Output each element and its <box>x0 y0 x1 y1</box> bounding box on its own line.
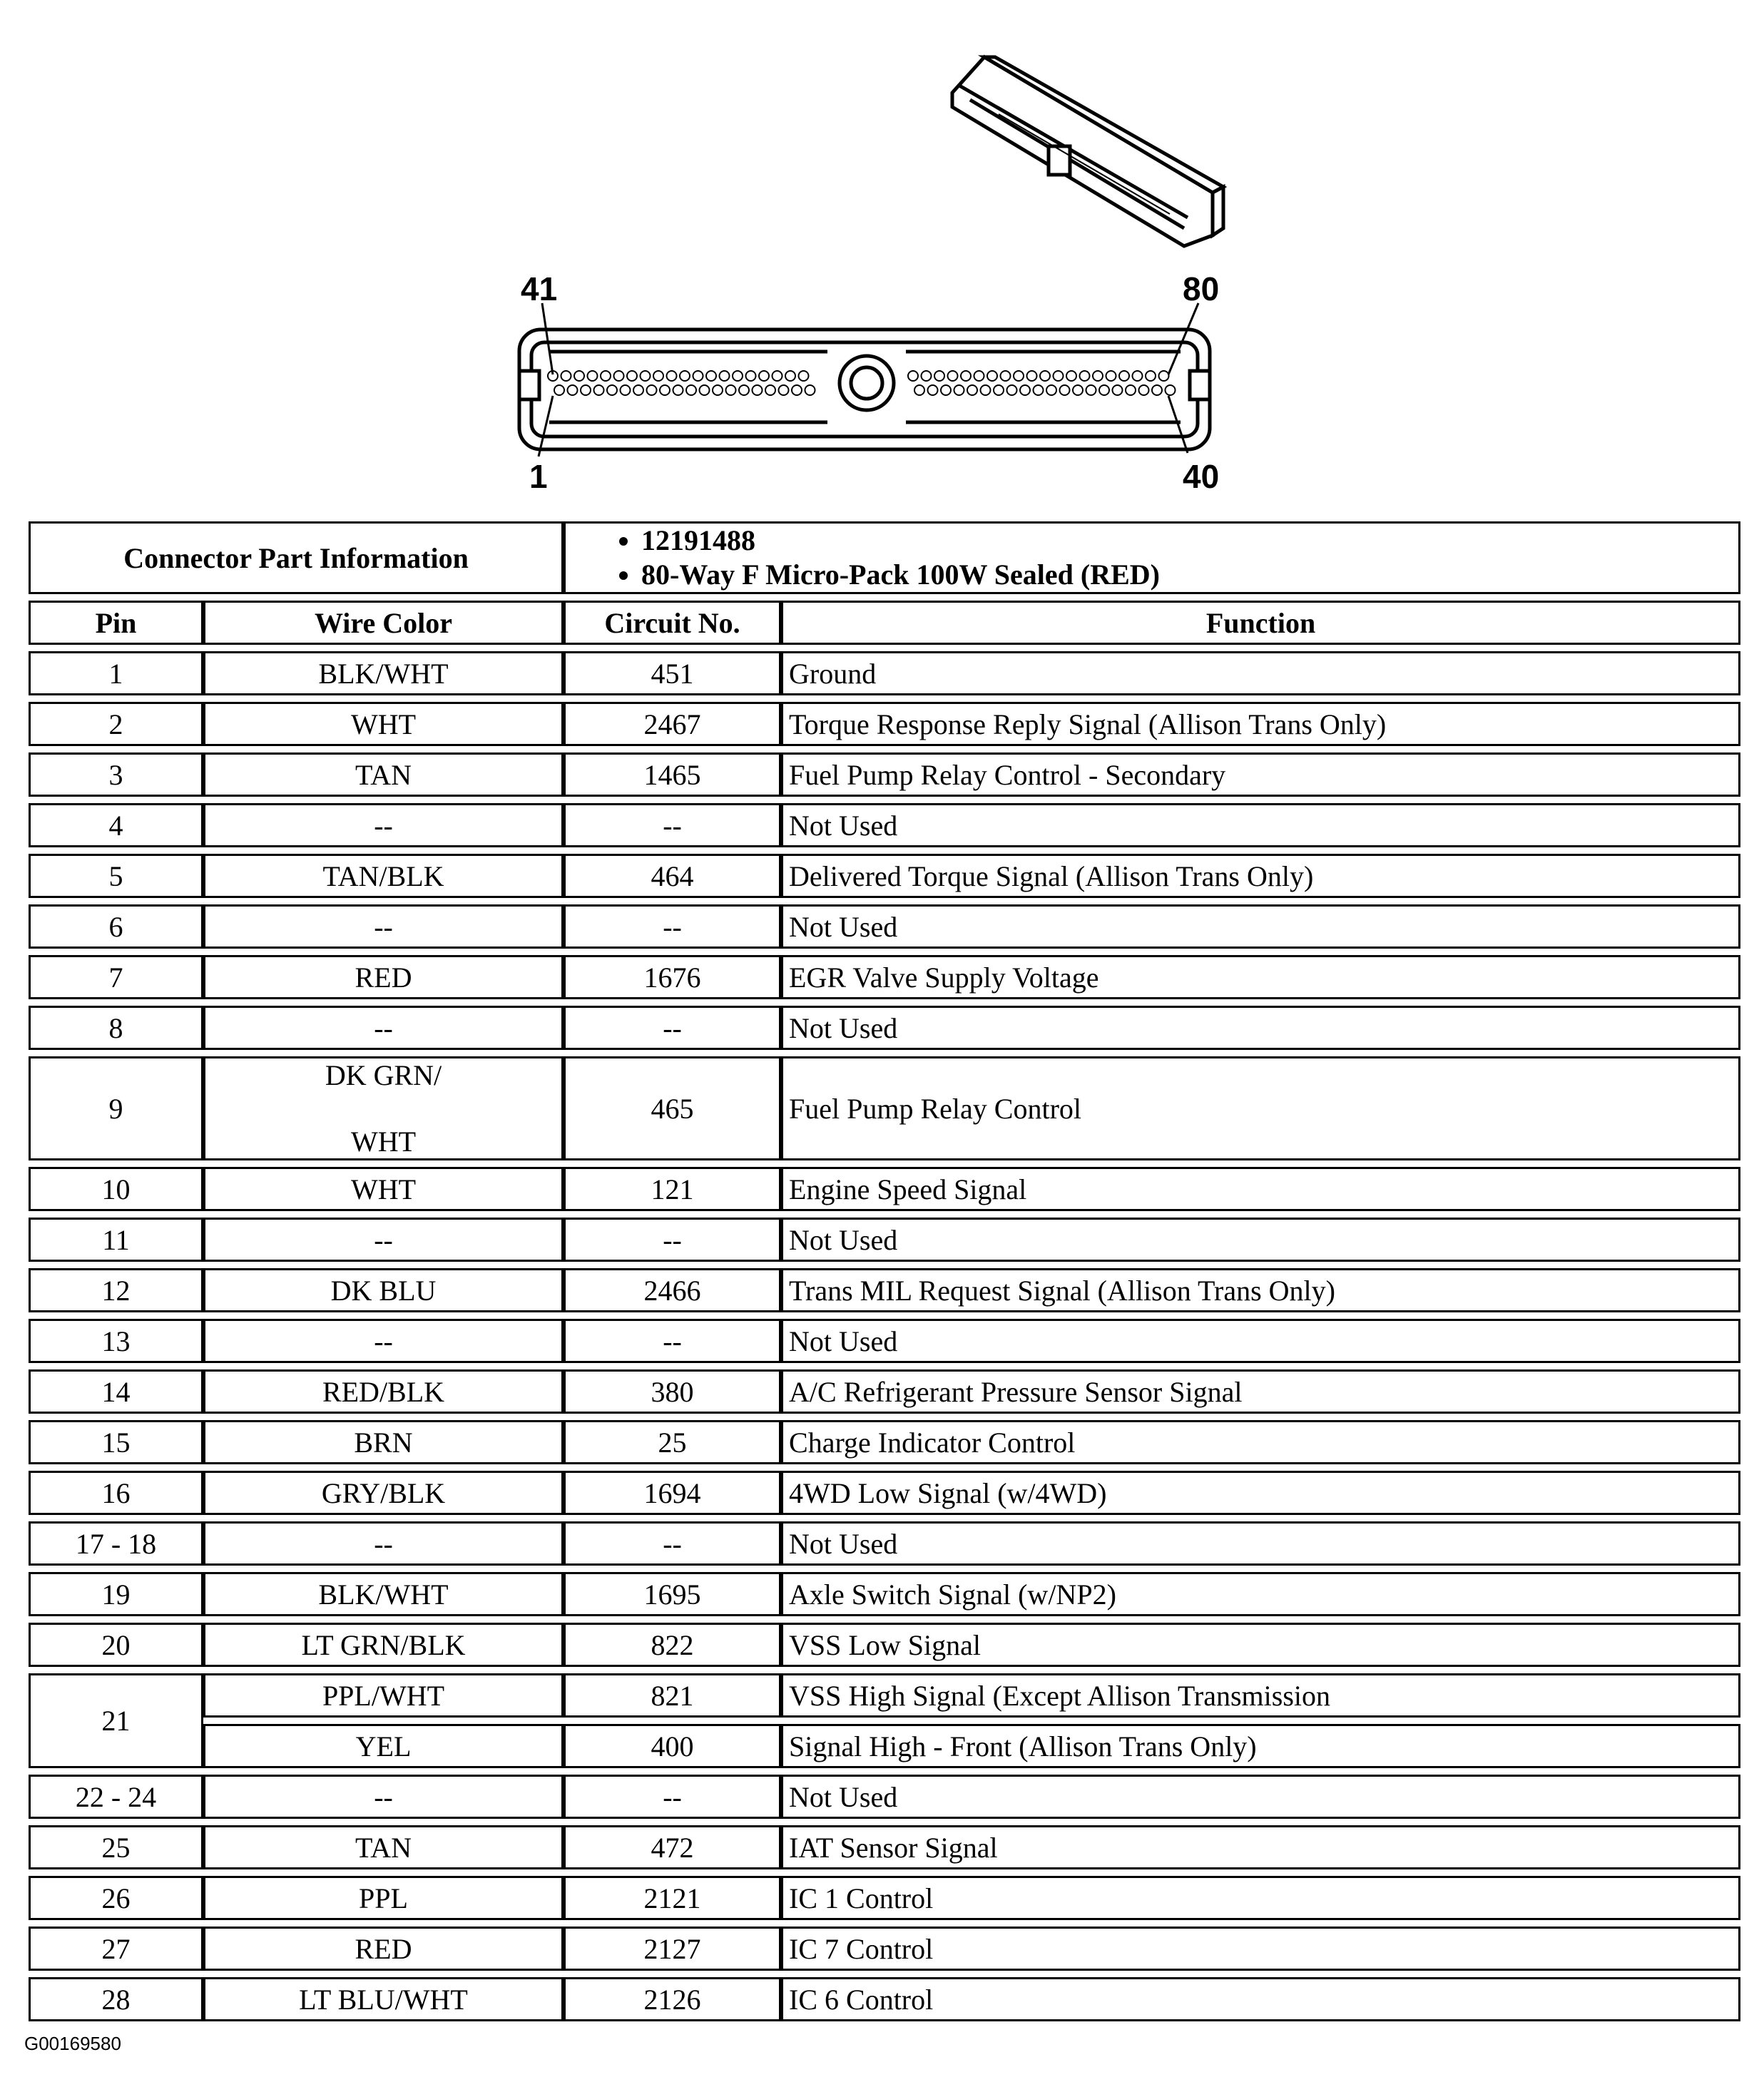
circuit-cell: 821 <box>564 1673 781 1718</box>
wire-color-cell: PPL <box>203 1876 564 1920</box>
pin-cell: 27 <box>29 1927 203 1971</box>
pin-cell: 8 <box>29 1006 203 1050</box>
wire-color-cell: -- <box>203 803 564 847</box>
circuit-cell: 2121 <box>564 1876 781 1920</box>
table-row <box>29 1268 1740 1312</box>
table-row <box>29 1876 1740 1920</box>
circuit-cell: 464 <box>564 854 781 898</box>
wire-color-cell: BLK/WHT <box>203 651 564 695</box>
pin-cell: 21 <box>29 1673 203 1768</box>
table-row <box>29 651 1740 695</box>
pin-cell: 6 <box>29 904 203 949</box>
circuit-cell: 822 <box>564 1623 781 1667</box>
wire-color-cell: -- <box>203 1521 564 1566</box>
wire-color-cell: RED <box>203 1927 564 1971</box>
wire-color-cell: -- <box>203 904 564 949</box>
function-cell: Delivered Torque Signal (Allison Trans Only) <box>781 854 1740 898</box>
wire-color-cell: YEL <box>203 1724 564 1768</box>
pin-cell: 10 <box>29 1167 203 1211</box>
wire-color-cell: -- <box>203 1218 564 1262</box>
circuit-cell: 2466 <box>564 1268 781 1312</box>
function-cell: Not Used <box>781 1218 1740 1262</box>
circuit-cell: -- <box>564 1521 781 1566</box>
wire-color-cell: LT BLU/WHT <box>203 1977 564 2021</box>
header-row <box>29 601 1740 645</box>
pin-cell: 4 <box>29 803 203 847</box>
function-cell: Engine Speed Signal <box>781 1167 1740 1211</box>
function-cell: A/C Refrigerant Pressure Sensor Signal <box>781 1369 1740 1414</box>
wire-color-cell: RED/BLK <box>203 1369 564 1414</box>
function-cell: 4WD Low Signal (w/4WD) <box>781 1471 1740 1515</box>
circuit-cell: -- <box>564 803 781 847</box>
function-cell: Axle Switch Signal (w/NP2) <box>781 1572 1740 1616</box>
wire-color-cell: LT GRN/BLK <box>203 1623 564 1667</box>
pin-cell: 7 <box>29 955 203 999</box>
function-cell: Not Used <box>781 1319 1740 1363</box>
table-row <box>29 1167 1740 1211</box>
function-cell: Signal High - Front (Allison Trans Only) <box>781 1724 1740 1768</box>
wire-color-cell: -- <box>203 1006 564 1050</box>
connector-info-label: Connector Part Information <box>29 521 564 594</box>
wire-color-cell: PPL/WHT <box>203 1673 564 1718</box>
circuit-cell: 2126 <box>564 1977 781 2021</box>
wire-color-cell <box>203 1056 564 1160</box>
figure-code: G00169580 <box>24 2033 121 2054</box>
pin-cell: 11 <box>29 1218 203 1262</box>
table-row <box>29 1218 1740 1262</box>
function-cell: EGR Valve Supply Voltage <box>781 955 1740 999</box>
pin-cell: 3 <box>29 752 203 797</box>
pin-cell: 20 <box>29 1623 203 1667</box>
header-wire-color: Wire Color <box>203 601 564 645</box>
circuit-cell: 380 <box>564 1369 781 1414</box>
wire-color-cell: -- <box>203 1319 564 1363</box>
circuit-cell: -- <box>564 904 781 949</box>
table-row <box>29 1977 1740 2021</box>
function-cell: VSS High Signal (Except Allison Transmission <box>781 1673 1740 1718</box>
pin-cell: 22 - 24 <box>29 1775 203 1819</box>
header-pin: Pin <box>29 601 203 645</box>
table-row <box>29 1775 1740 1819</box>
wire-color-cell: WHT <box>203 702 564 746</box>
function-cell: Not Used <box>781 904 1740 949</box>
function-cell: Not Used <box>781 1006 1740 1050</box>
wire-color-cell: TAN/BLK <box>203 854 564 898</box>
circuit-cell: 121 <box>564 1167 781 1211</box>
wire-color-cell: -- <box>203 1775 564 1819</box>
circuit-cell: -- <box>564 1775 781 1819</box>
header-circuit: Circuit No. <box>564 601 781 645</box>
function-cell: VSS Low Signal <box>781 1623 1740 1667</box>
table-row <box>29 1927 1740 1971</box>
function-cell: Fuel Pump Relay Control <box>781 1056 1740 1160</box>
circuit-cell: 25 <box>564 1420 781 1464</box>
circuit-cell: 1694 <box>564 1471 781 1515</box>
circuit-cell: 400 <box>564 1724 781 1768</box>
function-cell: Not Used <box>781 1521 1740 1566</box>
wire-color-line: DK GRN/ <box>325 1059 442 1091</box>
pin-cell: 15 <box>29 1420 203 1464</box>
pin-cell: 28 <box>29 1977 203 2021</box>
table-row <box>29 752 1740 797</box>
wire-color-cell: TAN <box>203 1825 564 1869</box>
circuit-cell: -- <box>564 1319 781 1363</box>
pin-cell: 16 <box>29 1471 203 1515</box>
table-row <box>29 803 1740 847</box>
table-row <box>29 904 1740 949</box>
circuit-cell: 472 <box>564 1825 781 1869</box>
wire-color-cell: DK BLU <box>203 1268 564 1312</box>
function-cell: IC 7 Control <box>781 1927 1740 1971</box>
wire-color-cell: RED <box>203 955 564 999</box>
function-cell: Not Used <box>781 803 1740 847</box>
wire-color-cell: WHT <box>203 1167 564 1211</box>
table-row <box>29 1673 1740 1718</box>
pin-cell: 2 <box>29 702 203 746</box>
function-cell: IC 6 Control <box>781 1977 1740 2021</box>
connector-drawing-icon <box>0 0 1764 514</box>
pin-cell: 13 <box>29 1319 203 1363</box>
pin-label-41: 41 <box>521 270 558 307</box>
wire-color-line: WHT <box>350 1126 417 1158</box>
table-row <box>29 1724 1740 1768</box>
table-row <box>29 702 1740 746</box>
table-row <box>29 1623 1740 1667</box>
function-cell: Torque Response Reply Signal (Allison Trans Only) <box>781 702 1740 746</box>
pin-label-40: 40 <box>1183 458 1220 495</box>
function-cell: Fuel Pump Relay Control - Secondary <box>781 752 1740 797</box>
pin-cell: 26 <box>29 1876 203 1920</box>
table-row <box>29 1319 1740 1363</box>
circuit-cell: -- <box>564 1218 781 1262</box>
pin-cell: 12 <box>29 1268 203 1312</box>
table-row <box>29 854 1740 898</box>
circuit-cell: 2127 <box>564 1927 781 1971</box>
pin-cell: 17 - 18 <box>29 1521 203 1566</box>
function-cell: Trans MIL Request Signal (Allison Trans Only) <box>781 1268 1740 1312</box>
pin-label-80: 80 <box>1183 270 1220 307</box>
pin-cell: 14 <box>29 1369 203 1414</box>
circuit-cell: 1676 <box>564 955 781 999</box>
connector-diagram <box>0 0 1764 514</box>
connector-info-values <box>564 521 1740 594</box>
header-function: Function <box>781 601 1740 645</box>
circuit-cell: 2467 <box>564 702 781 746</box>
table-row <box>29 1521 1740 1566</box>
connector-info-row <box>29 521 1740 594</box>
function-cell: Charge Indicator Control <box>781 1420 1740 1464</box>
pinout-table <box>29 515 1740 2028</box>
connector-description: • 80-Way F Micro-Pack 100W Sealed (RED) <box>641 558 1734 592</box>
table-row <box>29 1572 1740 1616</box>
pin-cell: 25 <box>29 1825 203 1869</box>
function-cell: Not Used <box>781 1775 1740 1819</box>
circuit-cell: 451 <box>564 651 781 695</box>
pin-cell: 9 <box>29 1056 203 1160</box>
pin-label-1: 1 <box>529 458 548 495</box>
wire-color-cell: TAN <box>203 752 564 797</box>
circuit-cell: 1695 <box>564 1572 781 1616</box>
table-row <box>29 1056 1740 1160</box>
function-cell: IC 1 Control <box>781 1876 1740 1920</box>
circuit-cell: 1465 <box>564 752 781 797</box>
table-row <box>29 1471 1740 1515</box>
pin-cell: 5 <box>29 854 203 898</box>
table-row <box>29 955 1740 999</box>
circuit-cell: 465 <box>564 1056 781 1160</box>
table-row <box>29 1825 1740 1869</box>
wire-color-cell: BLK/WHT <box>203 1572 564 1616</box>
pin-cell: 1 <box>29 651 203 695</box>
function-cell: IAT Sensor Signal <box>781 1825 1740 1869</box>
wire-color-cell: GRY/BLK <box>203 1471 564 1515</box>
pin-cell: 19 <box>29 1572 203 1616</box>
function-cell: Ground <box>781 651 1740 695</box>
circuit-cell: -- <box>564 1006 781 1050</box>
table-row <box>29 1420 1740 1464</box>
table-row <box>29 1006 1740 1050</box>
table-row <box>29 1369 1740 1414</box>
wire-color-cell: BRN <box>203 1420 564 1464</box>
part-number: • 12191488 <box>641 524 1734 558</box>
